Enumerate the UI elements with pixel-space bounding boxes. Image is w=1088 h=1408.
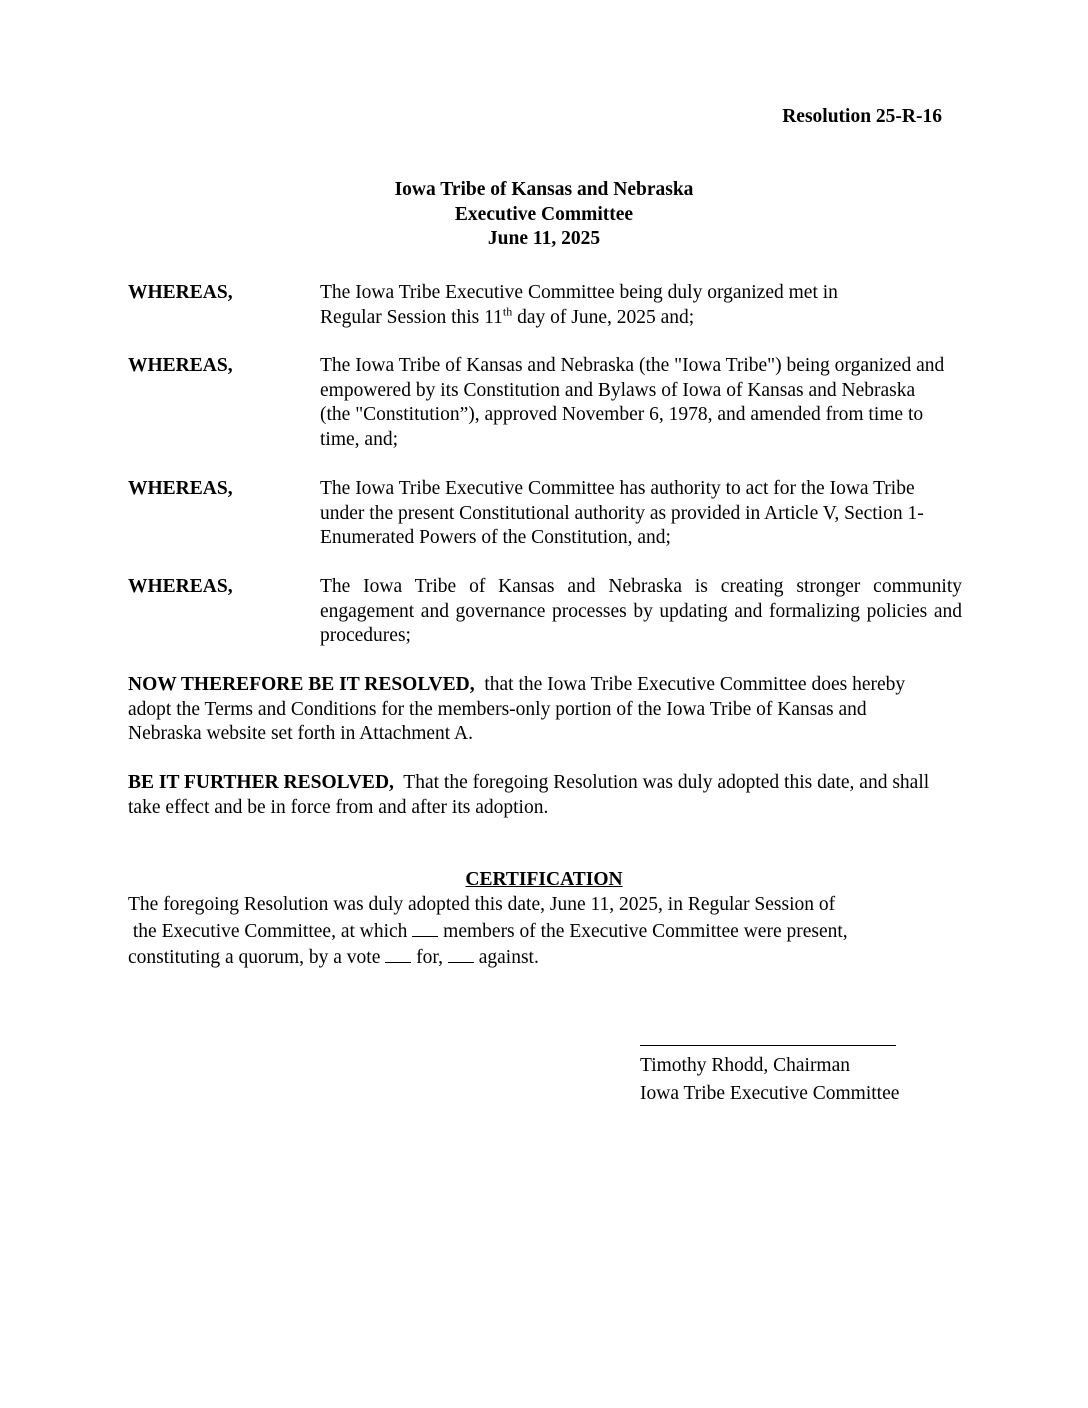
signature-block	[640, 1052, 980, 1108]
whereas-label: WHEREAS,	[128, 355, 233, 376]
heading-committee: Executive Committee	[454, 203, 634, 225]
certification-body	[128, 893, 948, 971]
whereas-text: The Iowa Tribe Executive Committee being duly organized met in Regular Session this 11th day of June, 2025 and;	[320, 282, 838, 328]
members-present-blank	[412, 918, 438, 937]
further-resolved-paragraph	[128, 771, 933, 820]
whereas-text: The Iowa Tribe of Kansas and Nebraska is creating stronger community engagement and governance processes by updating and formalizing policies and procedures;	[320, 576, 962, 646]
resolved-label: NOW THEREFORE BE IT RESOLVED,	[128, 674, 475, 695]
certification-line-3: constituting a quorum, by a vote for, against.	[128, 944, 948, 971]
whereas-label: WHEREAS,	[128, 576, 233, 597]
resolved-paragraph	[128, 673, 928, 747]
resolved-text: that the Iowa Tribe Executive Committee does hereby adopt the Terms and Conditions for the members-only portion of the Iowa Tribe of Kansas and Nebraska website set forth in Attachment A.	[128, 674, 911, 744]
further-resolved-label: BE IT FURTHER RESOLVED,	[128, 772, 394, 793]
signatory-name: Timothy Rhodd, Chairman	[640, 1055, 851, 1076]
whereas-label: WHEREAS,	[128, 478, 233, 499]
whereas-text: The Iowa Tribe Executive Committee has authority to act for the Iowa Tribe under the present Constitutional authority as provided in Article V, Section 1-Enumerated Powers of the Constitution, and;	[320, 478, 924, 548]
heading-date: June 11, 2025	[487, 228, 601, 249]
certification-title: CERTIFICATION	[465, 869, 623, 890]
resolution-number: Resolution 25-R-16	[782, 106, 942, 127]
certification-line-2: the Executive Committee, at which members of the Executive Committee were present,	[128, 918, 948, 945]
document-heading	[0, 178, 1088, 252]
heading-tribe-name: Iowa Tribe of Kansas and Nebraska	[394, 179, 694, 200]
whereas-text: The Iowa Tribe of Kansas and Nebraska (the "Iowa Tribe") being organized and empowered by its Constitution and Bylaws of Iowa of Kansas and Nebraska (the "Constitution”), approved November 6, 1978, and amended from time to time, and;	[320, 355, 945, 450]
further-resolved-text: That the foregoing Resolution was duly adopted this date, and shall take effect and be in force from and after its adoption.	[128, 772, 935, 818]
signature-line	[640, 1045, 896, 1046]
votes-for-blank	[385, 944, 411, 963]
votes-against-blank	[448, 944, 474, 963]
certification-line-1: The foregoing Resolution was duly adopted this date, June 11, 2025, in Regular Session of	[128, 894, 836, 915]
whereas-label: WHEREAS,	[128, 282, 233, 303]
signatory-organization: Iowa Tribe Executive Committee	[640, 1083, 900, 1104]
